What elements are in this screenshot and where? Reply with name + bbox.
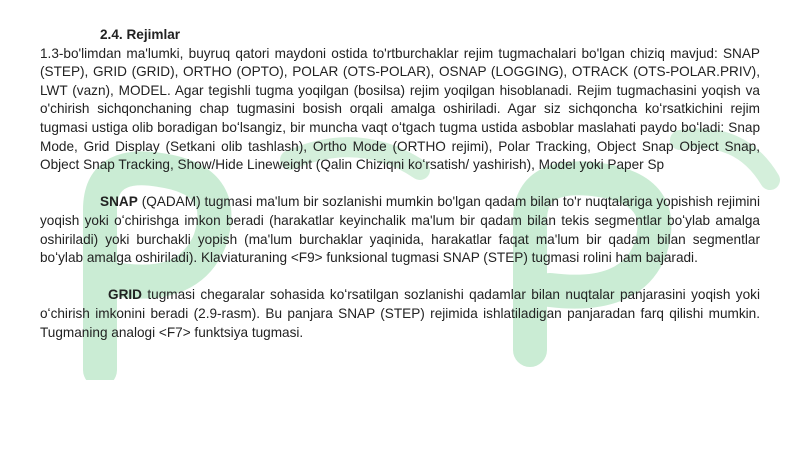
paragraph-modes-intro: 1.3-bo'limdan ma'lumki, buyruq qatori maydoni ostida to'rtburchaklar rejim tugmachalari bo'lgan chiziq mavjud: SNAP (STEP), GRID (GRID), ORTHO (OPTO), POLAR (OTS-POLAR), OSNAP (LOGGING), OTRACK (OTS-POLAR.PRIV), LWT (vazn), MODEL. Agar tegishli tugma yoqilgan (bosilsa) rejim yoqilgan hisoblanadi. Rejim tugmachasini yoqish va o'chirish sichqonchaning chap tugmasini bosish orqali amalga oshiriladi. Agar siz sichqoncha koʻrsatkichini rejim tugmasi ustiga olib boradigan boʻlsangiz, bir muncha vaqt oʻtgach tugma ustida asboblar maslahati paydo boʻladi: Snap Mode, Grid Display (Setkani olib tashlash), Ortho Mode (ORTHO rejimi), Polar Tracking, Object Snap Object Snap, Object Snap Tracking, Show/Hide Lineweight (Qalin Chiziqni koʻrsatish/ yashirish), Model yoki Paper Sp — [40, 45, 760, 173]
snap-term: SNAP — [100, 194, 138, 210]
grid-description: tugmasi chegaralar sohasida koʻrsatilgan sozlanishi qadamlar bilan nuqtalar panjarasini yoqish yoki oʻchirish imkonini beradi (2.9-rasm). Bu panjara SNAP (STEP) rejimida ishlatiladigan panjaradan farq qilishi mumkin. Tugmaning analogi <F7> funktsiya tugmasi. — [40, 287, 760, 340]
paragraph-snap — [40, 193, 760, 267]
snap-description: (QADAM) tugmasi ma'lum bir sozlanishi mumkin bo'lgan qadam bilan to'r nuqtalariga yopishish rejimini yoqish yoki oʻchirishga imkon beradi (harakatlar keyinchalik ma'lum bir qadam bilan tekis segmentlar boʻylab amalga oshiriladi) yoki burchakli yopish (ma'lum burchaklar yaqinida, harakatlar faqat ma'lum bir qadam bilan segmentlar boʻylab amalga oshiriladi). Klaviaturaning <F9> funksional tugmasi SNAP (STEP) tugmasi rolini ham bajaradi. — [40, 194, 760, 266]
document-body — [40, 0, 760, 342]
section-heading: 2.4. Rejimlar — [100, 27, 181, 42]
paragraph-grid — [40, 286, 760, 342]
grid-term: GRID — [108, 287, 142, 303]
